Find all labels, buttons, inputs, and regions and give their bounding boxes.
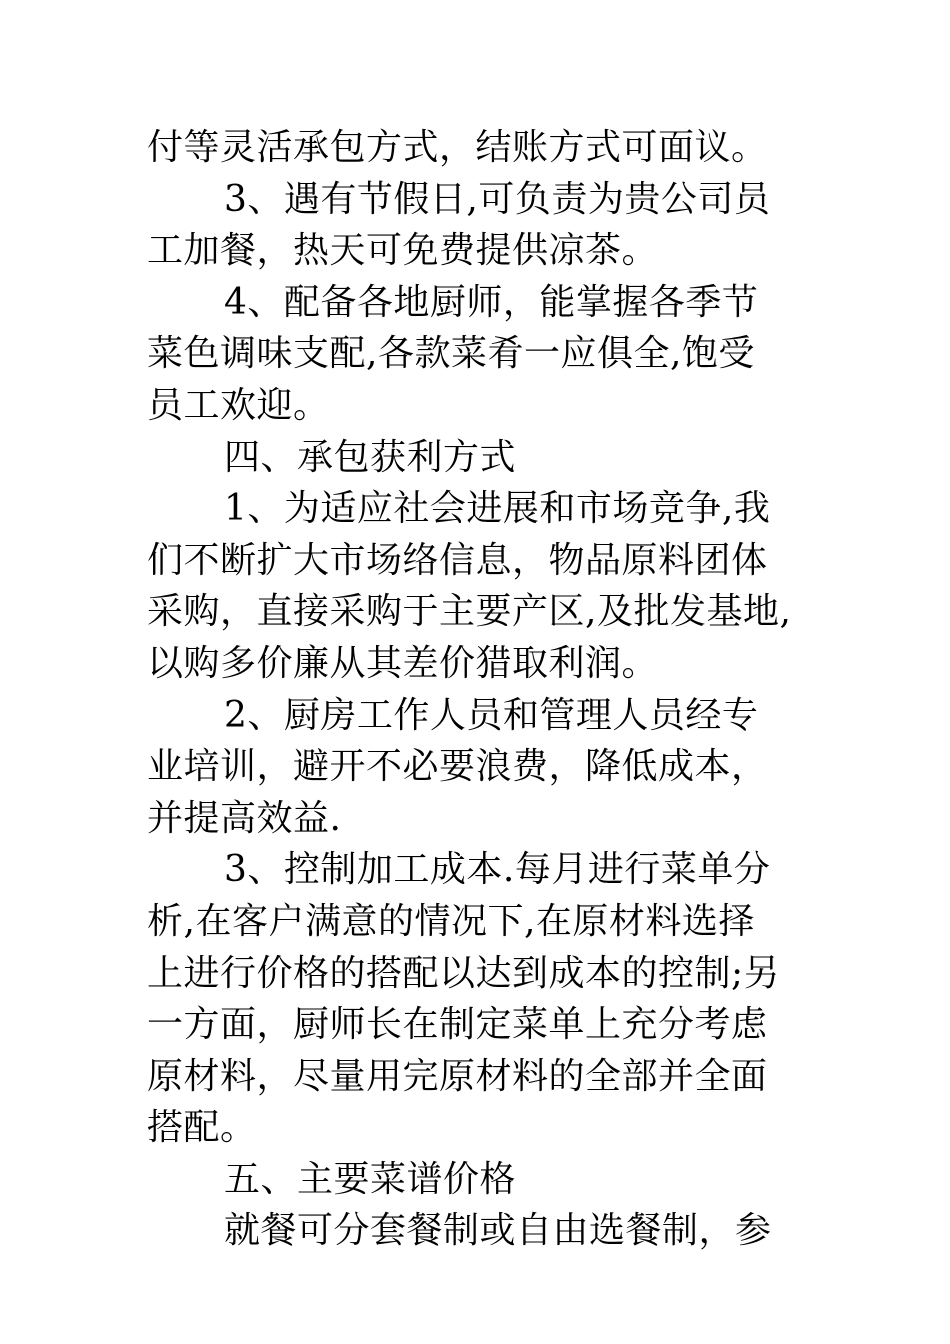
text-line-22: 就餐可分套餐制或自由选餐制，参: [224, 1210, 772, 1252]
text-line-8: 1、为适应社会进展和市场竞争,我: [224, 488, 771, 530]
text-line-15: 3、控制加工成本.每月进行菜单分: [224, 849, 771, 891]
document-body: [147, 122, 822, 1257]
text-line-2: 3、遇有节假日,可负责为贵公司员: [224, 178, 771, 220]
section-heading-5: 五、主要菜谱价格: [224, 1158, 517, 1200]
text-line-3: 工加餐，热天可免费提供凉茶。: [147, 230, 659, 272]
text-line-12: 2、厨房工作人员和管理人员经专: [224, 694, 759, 736]
text-line-9: 们不断扩大市场络信息，物品原料团体: [147, 539, 768, 581]
text-line-14: 并提高效益.: [147, 797, 342, 839]
text-line-19: 原材料，尽量用完原材料的全部并全面: [147, 1055, 768, 1097]
text-line-4: 4、配备各地厨师，能掌握各季节: [224, 281, 759, 323]
section-heading-4: 四、承包获利方式: [224, 436, 517, 478]
text-line-1: 付等灵活承包方式，结账方式可面议。: [147, 127, 768, 168]
text-line-6: 员工欢迎。: [147, 384, 330, 426]
text-line-20: 搭配。: [147, 1107, 257, 1149]
text-line-11: 以购多价廉从其差价猎取利润。: [147, 642, 659, 684]
text-line-17: 上进行价格的搭配以达到成本的控制;另: [147, 952, 781, 994]
text-line-5: 菜色调味支配,各款菜肴一应俱全,饱受: [147, 333, 755, 375]
text-line-18: 一方面，厨师长在制定菜单上充分考虑: [147, 1004, 768, 1046]
text-line-10: 采购，直接采购于主要产区,及批发基地,: [147, 591, 792, 633]
text-line-16: 析,在客户满意的情况下,在原材料选择: [147, 900, 755, 942]
text-line-13: 业培训，避开不必要浪费，降低成本，: [147, 746, 768, 788]
